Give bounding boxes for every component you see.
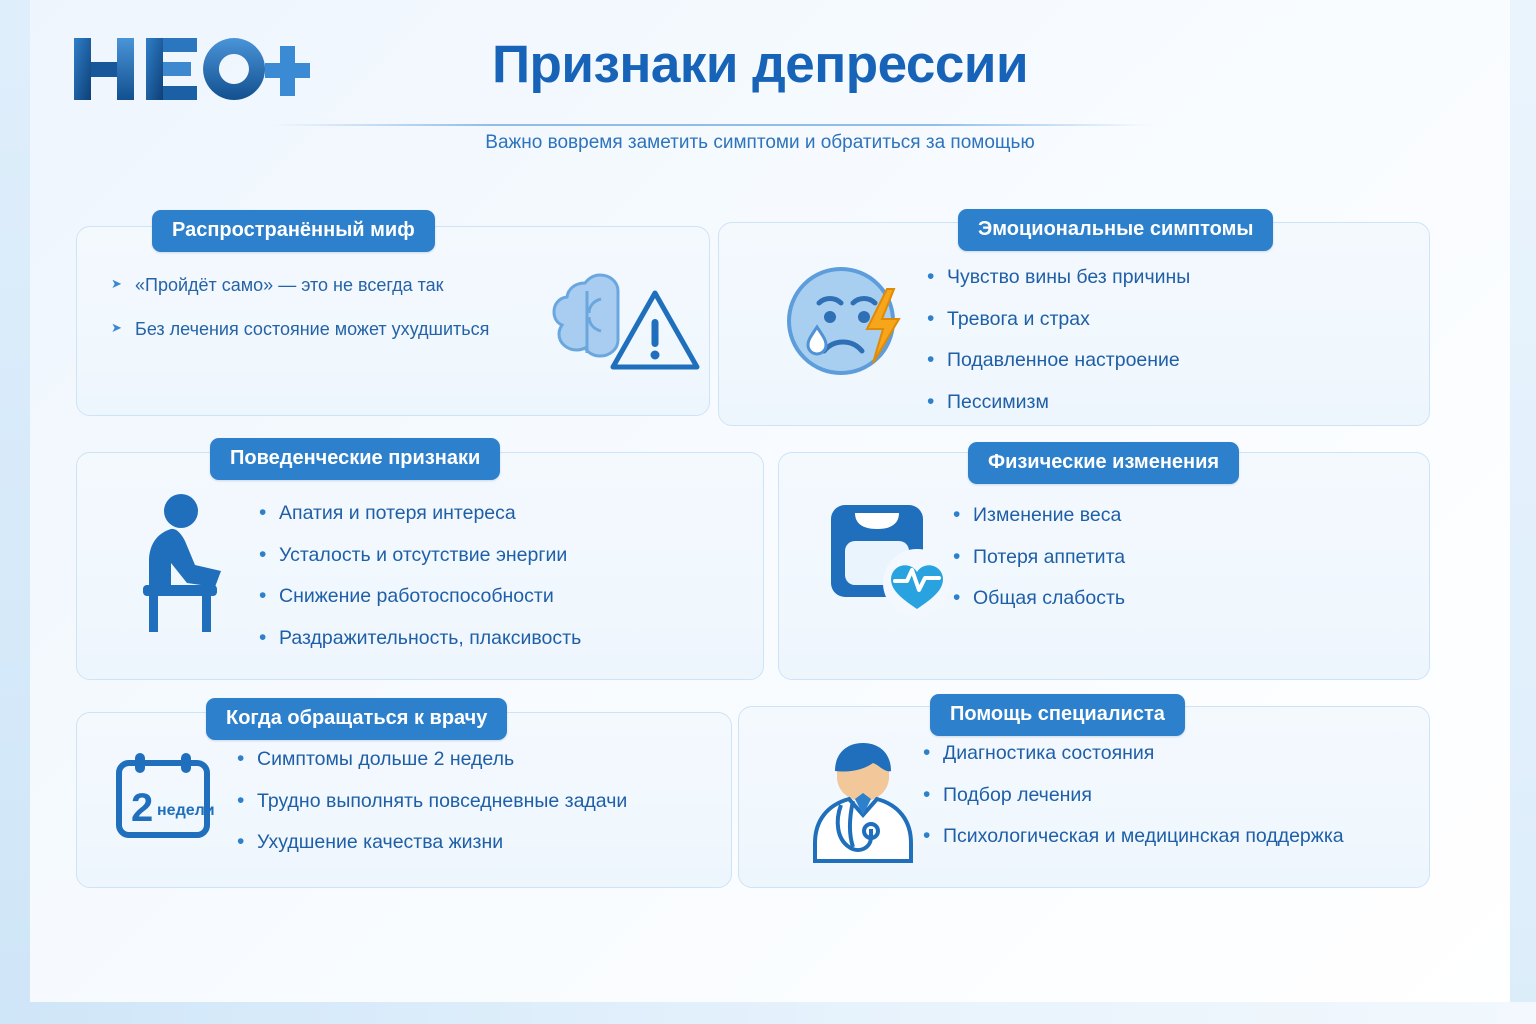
list-item: • Усталость и отсутствие энергии [257,543,581,568]
right-edge-band [1510,0,1536,1024]
doctor-icon [797,737,937,872]
list-item: • Диагностика состояния [921,741,1344,766]
page-subtitle: Важно вовремя заметить симптоми и обратиться за помощью [485,132,1035,153]
list-item: • Ухудшение качества жизни [235,830,627,855]
list-item: • Психологическая и медицинская поддержка [921,824,1344,849]
list-item: • Пессимизм [925,390,1190,415]
card-physical [778,452,1430,680]
card-specialist-help-badge: Помощь специалиста [930,694,1185,736]
list-item: • Тревога и страх [925,307,1190,332]
list-item: • Раздражительность, плаксивость [257,626,581,651]
card-myth [76,226,710,416]
sitting-person-icon [127,485,277,640]
scales-heartbeat-icon [821,491,971,636]
left-edge-band [0,0,30,1024]
list-item: • Апатия и потеря интереса [257,501,581,526]
list-item: • Симптомы дольше 2 недель [235,747,627,772]
neo-logo [72,32,312,112]
brain-warning-icon [527,257,707,392]
card-emotional [718,222,1430,426]
list-item: • Чувство вины без причины [925,265,1190,290]
card-physical-list [951,503,1125,628]
card-when-to-see-doctor-list [235,747,627,872]
sad-face-icon [779,251,919,396]
bottom-edge-band [0,1002,1536,1024]
list-item: • Трудно выполнять повседневные задачи [235,789,627,814]
card-behavioral [76,452,764,680]
svg-text:недели: недели [157,802,215,819]
card-myth-list [109,274,489,361]
list-item: • Подбор лечения [921,783,1344,808]
card-physical-badge: Физические изменения [968,442,1239,484]
list-item: ➤ Без лечения состояние может ухудшиться [109,318,489,341]
list-item: • Подавленное настроение [925,348,1190,373]
list-item: • Общая слабость [951,586,1125,611]
card-emotional-list [925,265,1190,431]
calendar-2-weeks-icon [105,749,225,854]
list-item: • Снижение работоспособности [257,584,581,609]
page-title: Признаки депрессии [491,35,1029,94]
list-item: ➤ «Пройдёт само» — это не всегда так [109,274,489,297]
card-when-to-see-doctor-badge: Когда обращаться к врачу [206,698,507,740]
title-divider [272,124,1152,126]
card-behavioral-badge: Поведенческие признаки [210,438,500,480]
card-emotional-badge: Эмоциональные симптомы [958,209,1273,251]
card-myth-badge: Распространённый миф [152,210,435,252]
list-item: • Потеря аппетита [951,545,1125,570]
card-behavioral-list [257,501,581,667]
card-specialist-help-list [921,741,1344,866]
list-item: • Изменение веса [951,503,1125,528]
svg-text:2: 2 [131,786,154,830]
